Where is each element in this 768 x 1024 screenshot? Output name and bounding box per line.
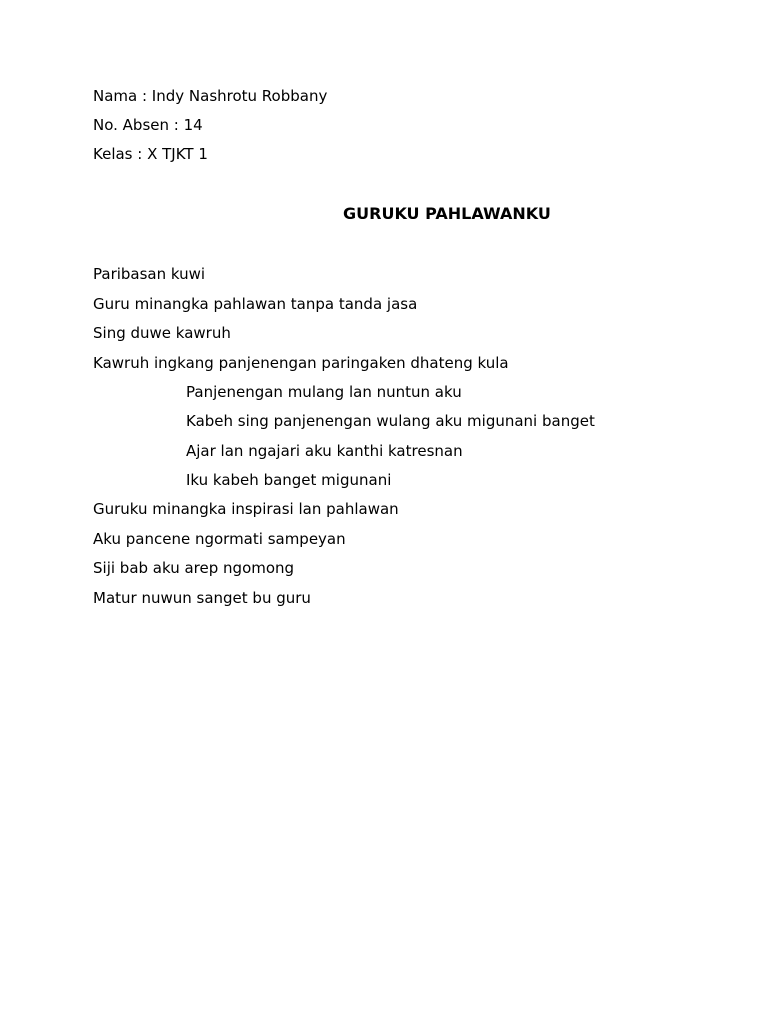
poem-line: Guruku minangka inspirasi lan pahlawan [93, 500, 399, 518]
student-absence-number: No. Absen : 14 [93, 116, 203, 134]
poem-line: Paribasan kuwi [93, 265, 206, 283]
poem-line: Kawruh ingkang panjenengan paringaken dhateng kula [93, 354, 509, 372]
poem-title: GURUKU PAHLAWANKU [343, 204, 551, 223]
poem-line: Aku pancene ngormati sampeyan [93, 530, 346, 548]
student-name: Nama : Indy Nashrotu Robbany [93, 87, 328, 105]
poem-line: Guru minangka pahlawan tanpa tanda jasa [93, 295, 418, 313]
poem-line: Matur nuwun sanget bu guru [93, 589, 311, 607]
poem-line-indented: Iku kabeh banget migunani [186, 471, 392, 489]
poem-line-indented: Ajar lan ngajari aku kanthi katresnan [186, 442, 463, 460]
poem-line-indented: Kabeh sing panjenengan wulang aku migunani banget [186, 412, 595, 430]
poem-line: Sing duwe kawruh [93, 324, 231, 342]
poem-line: Siji bab aku arep ngomong [93, 559, 295, 577]
poem-line-indented: Panjenengan mulang lan nuntun aku [186, 383, 462, 401]
student-class: Kelas : X TJKT 1 [93, 145, 208, 163]
